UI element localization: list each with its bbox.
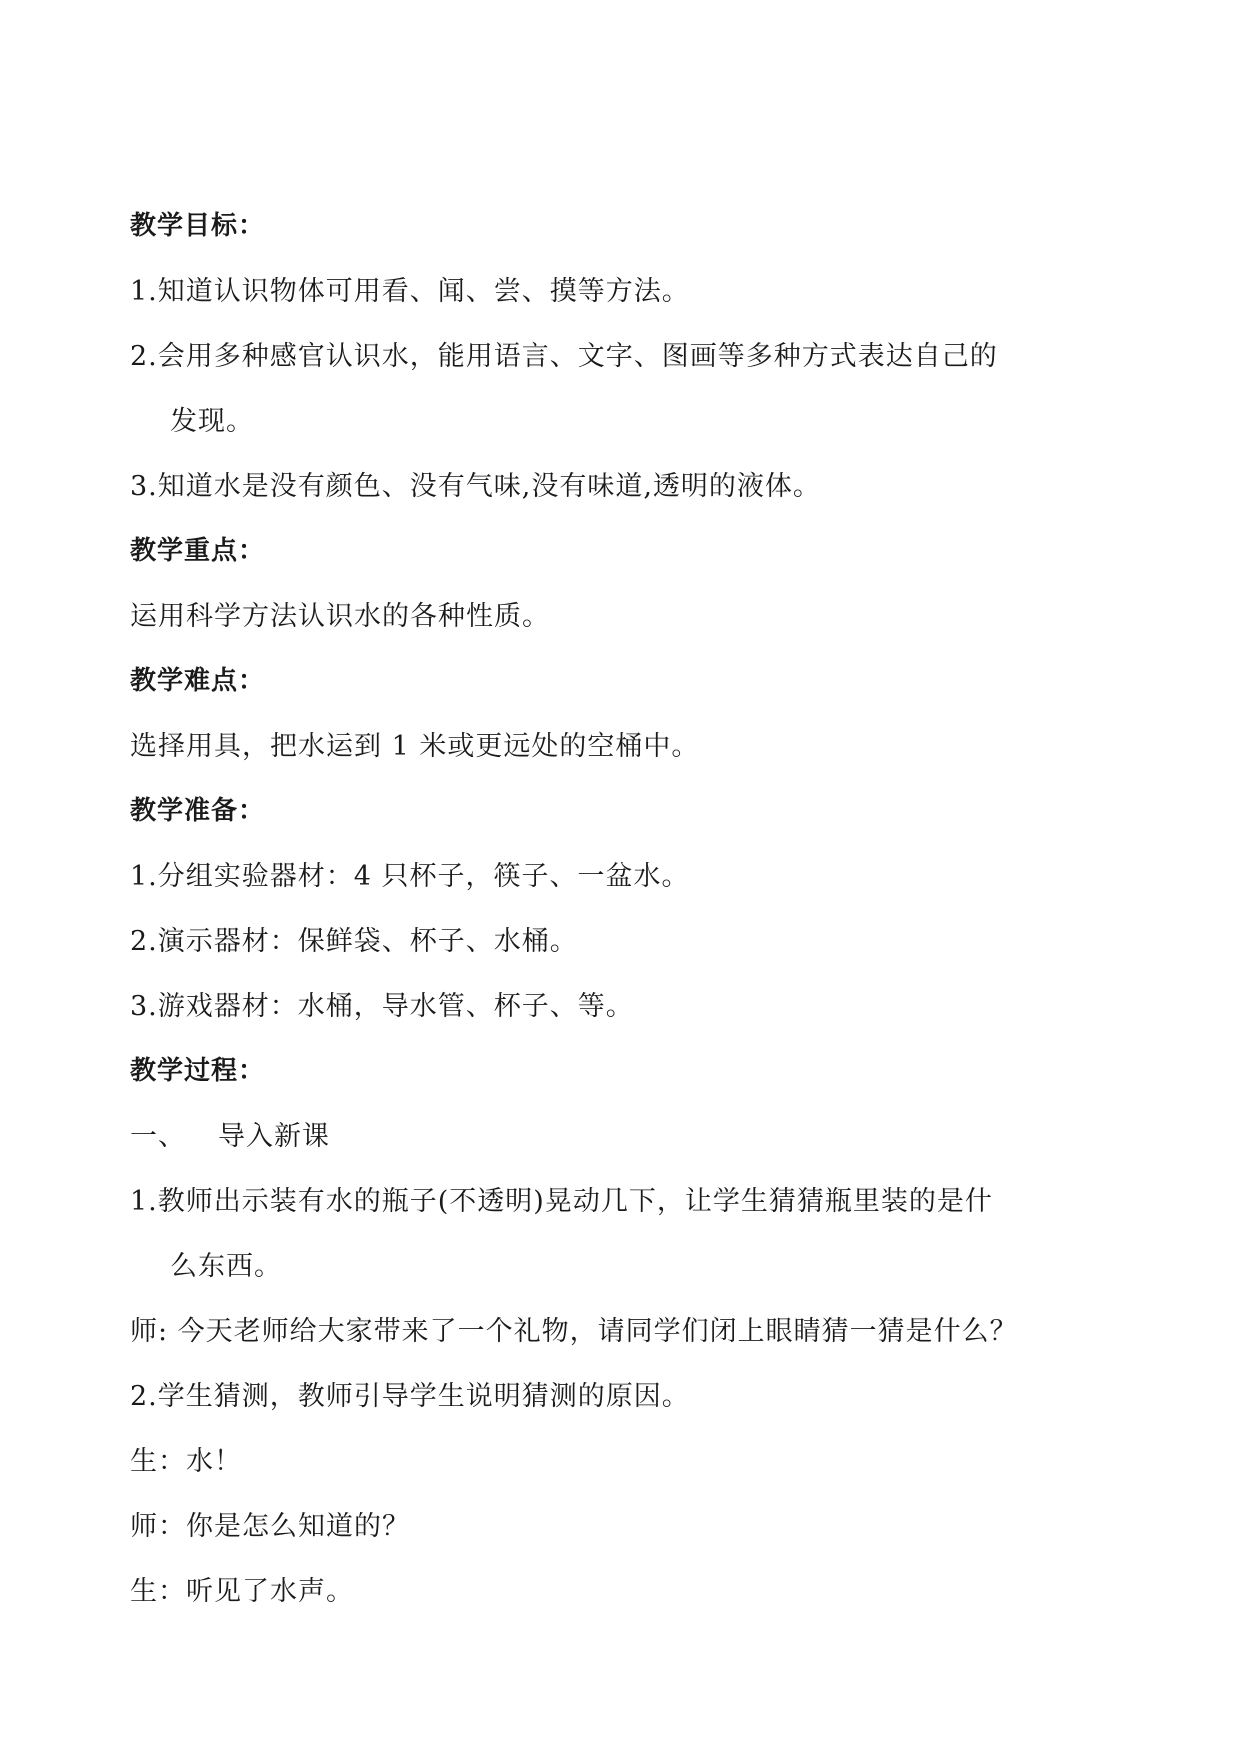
process-step-1 bbox=[130, 1169, 1080, 1234]
preparation-number: 1. bbox=[130, 861, 158, 892]
section-title: 导入新课 bbox=[218, 1121, 330, 1152]
process-heading: 教学过程： bbox=[130, 1056, 266, 1086]
teacher-line-2: 师：你是怎么知道的？ bbox=[130, 1511, 410, 1542]
objective-item-2 bbox=[130, 324, 1080, 389]
preparation-number: 2. bbox=[130, 926, 158, 957]
student-line-2: 生：听见了水声。 bbox=[130, 1576, 354, 1607]
step-text: 教师出示装有水的瓶子(不透明)晃动几下，让学生猜猜瓶里装的是什 bbox=[157, 1186, 993, 1217]
difficulty-heading: 教学难点： bbox=[130, 666, 266, 696]
objective-number: 1. bbox=[130, 276, 158, 307]
process-step-1-continuation: 么东西。 bbox=[170, 1251, 282, 1282]
section-number: 一、 bbox=[130, 1121, 186, 1152]
objective-item-3 bbox=[130, 454, 1080, 519]
preparation-item-3 bbox=[130, 974, 1080, 1039]
lesson-plan-page bbox=[130, 194, 1080, 1624]
preparation-item-1 bbox=[130, 844, 1080, 909]
objectives-heading: 教学目标： bbox=[130, 211, 266, 241]
preparation-text: 游戏器材：水桶，导水管、杯子、等。 bbox=[157, 991, 634, 1022]
teacher-line-1: 师: 今天老师给大家带来了一个礼物，请同学们闭上眼睛猜一猜是什么？ bbox=[130, 1316, 1018, 1347]
objective-item-2-continuation: 发现。 bbox=[170, 406, 254, 437]
objective-number: 3. bbox=[130, 471, 158, 502]
objective-item-1 bbox=[130, 259, 1080, 324]
key-point-heading: 教学重点： bbox=[130, 536, 266, 566]
objective-text: 知道认识物体可用看、闻、尝、摸等方法。 bbox=[157, 276, 690, 307]
preparation-text: 演示器材：保鲜袋、杯子、水桶。 bbox=[157, 926, 578, 957]
objective-number: 2. bbox=[130, 341, 158, 372]
student-line-1: 生：水！ bbox=[130, 1446, 242, 1477]
step-number: 1. bbox=[130, 1186, 158, 1217]
preparation-heading: 教学准备： bbox=[130, 796, 266, 826]
objective-text: 知道水是没有颜色、没有气味,没有味道,透明的液体。 bbox=[157, 471, 821, 502]
key-point-text: 运用科学方法认识水的各种性质。 bbox=[130, 601, 550, 632]
step-number: 2. bbox=[130, 1381, 158, 1412]
preparation-item-2 bbox=[130, 909, 1080, 974]
step-text: 学生猜测，教师引导学生说明猜测的原因。 bbox=[157, 1381, 690, 1412]
preparation-text: 分组实验器材：4 只杯子，筷子、一盆水。 bbox=[157, 861, 690, 892]
difficulty-text: 选择用具，把水运到 1 米或更远处的空桶中。 bbox=[130, 731, 700, 762]
process-section-title bbox=[130, 1104, 1080, 1169]
preparation-number: 3. bbox=[130, 991, 158, 1022]
process-step-2 bbox=[130, 1364, 1080, 1429]
objective-text: 会用多种感官认识水，能用语言、文字、图画等多种方式表达自己的 bbox=[157, 341, 998, 372]
